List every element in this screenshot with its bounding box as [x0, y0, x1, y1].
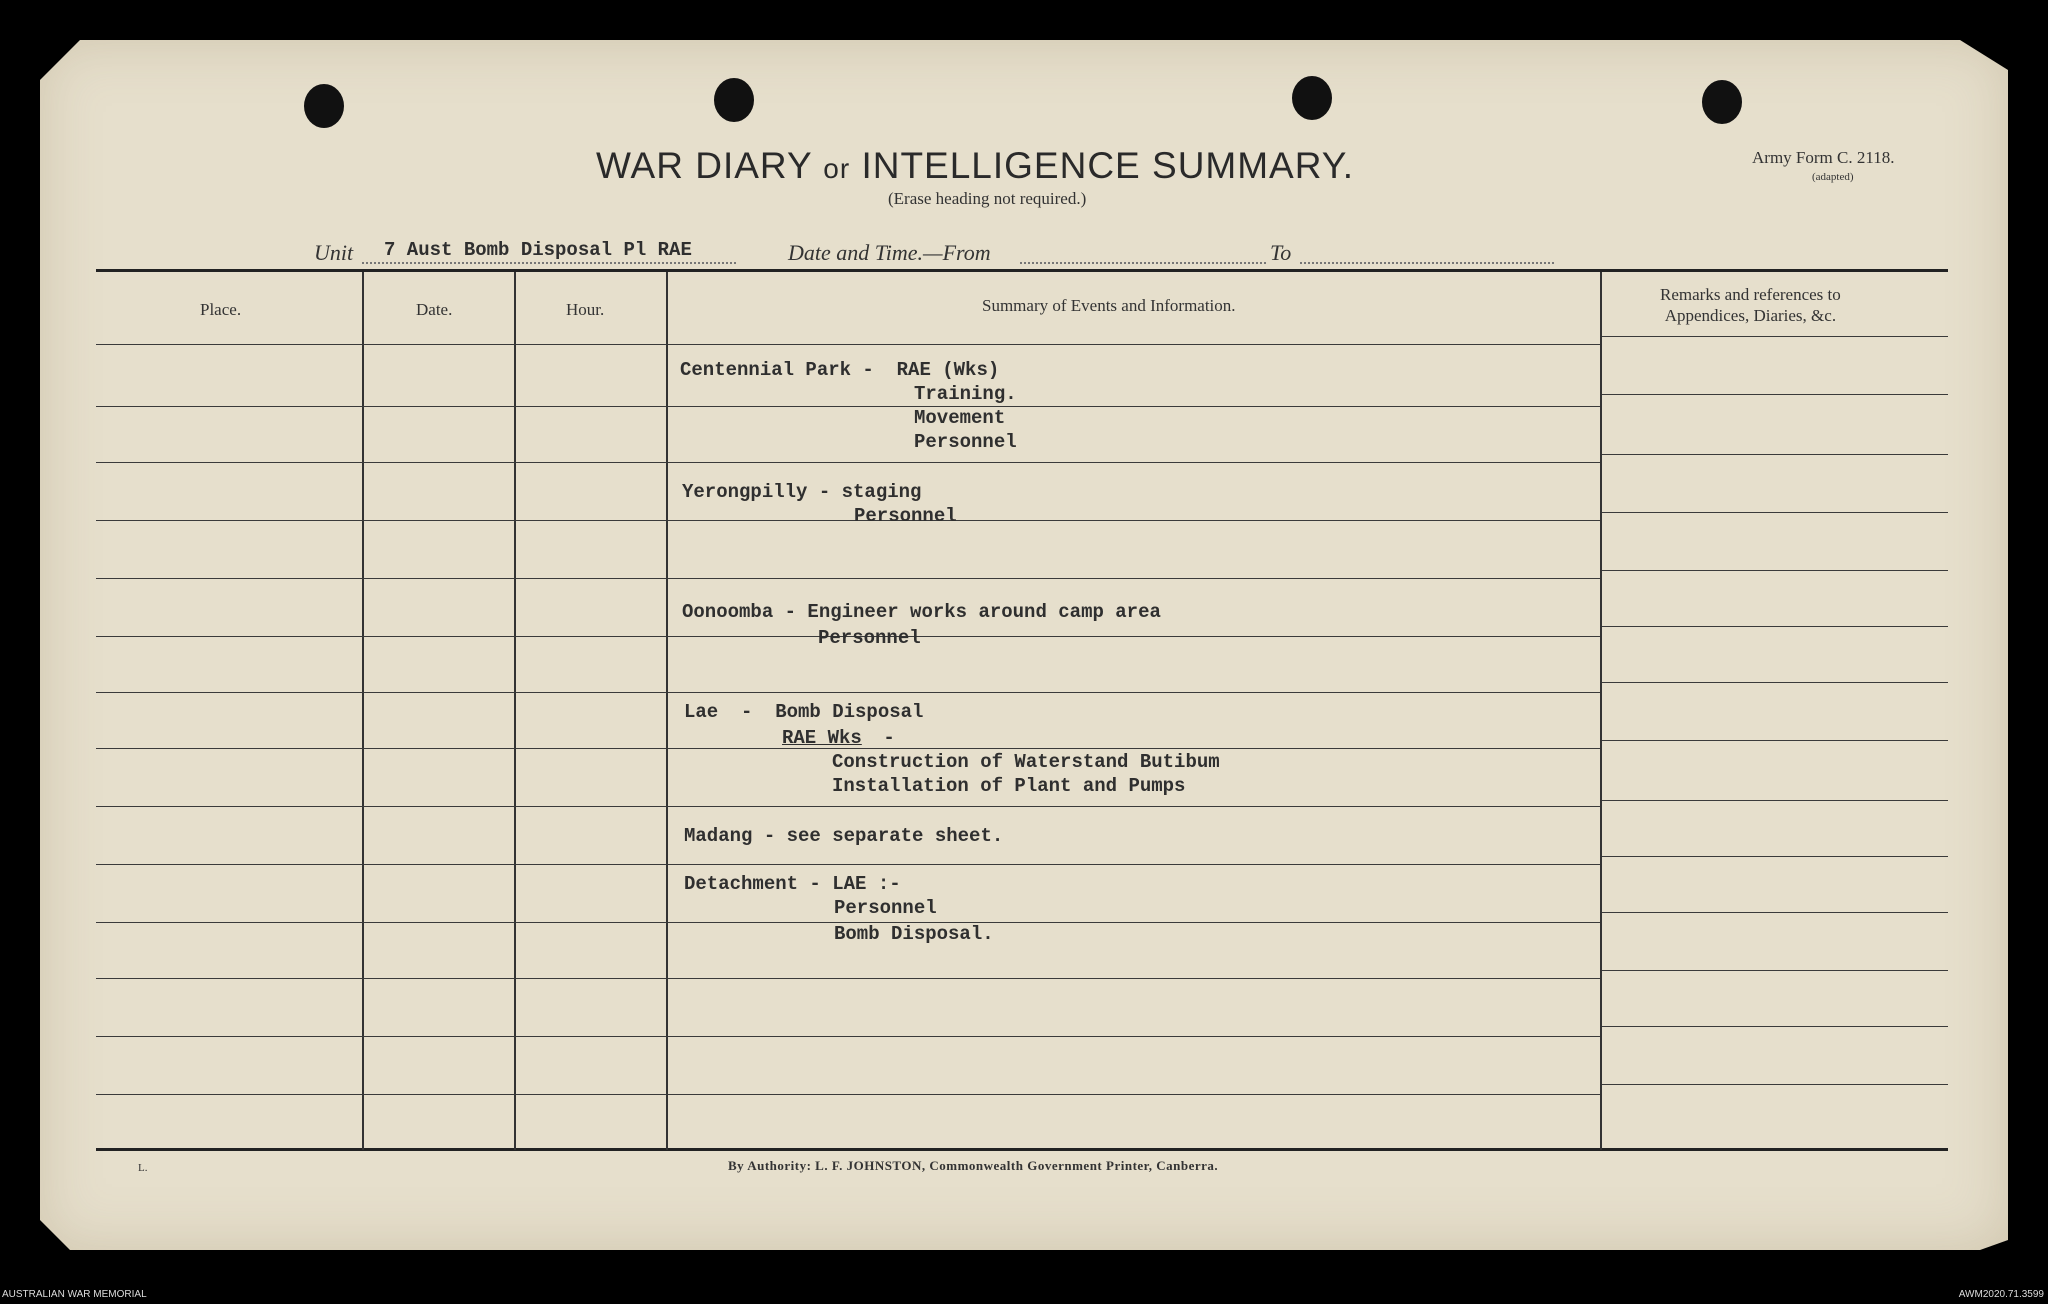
ruled-line — [96, 692, 1600, 693]
entry-personnel: Personnel — [854, 505, 957, 527]
ruled-line — [96, 344, 1600, 345]
ruled-line — [1602, 1026, 1948, 1027]
ruled-line — [1602, 740, 1948, 741]
entry-bomb-disposal: Bomb Disposal. — [834, 923, 994, 945]
column-divider — [666, 272, 668, 1150]
ruled-line — [96, 978, 1600, 979]
unit-value: 7 Aust Bomb Disposal Pl RAE — [384, 239, 692, 261]
army-form-adapted: (adapted) — [1812, 171, 1854, 183]
title-or: or — [823, 153, 851, 184]
printer-authority: By Authority: L. F. JOHNSTON, Commonwealth Government Printer, Canberra. — [728, 1158, 1219, 1173]
title-part1: WAR DIARY — [596, 145, 812, 186]
entry-lae: Lae - Bomb Disposal — [684, 701, 924, 723]
ruled-line — [1602, 394, 1948, 395]
title-part2: INTELLIGENCE SUMMARY. — [861, 145, 1354, 186]
ruled-line — [96, 520, 1600, 521]
ruled-line — [96, 578, 1600, 579]
column-header-summary: Summary of Events and Information. — [982, 296, 1236, 315]
entry-rae-wks-dash: - — [872, 727, 895, 749]
ruled-line — [1602, 570, 1948, 571]
ruled-line — [96, 462, 1600, 463]
archive-caption-right: AWM2020.71.3599 — [1958, 1289, 2044, 1300]
form-title — [596, 145, 1354, 187]
column-header-date: Date. — [416, 300, 453, 319]
entry-detachment: Detachment - LAE :- — [684, 873, 901, 895]
ruled-line — [96, 806, 1600, 807]
entry-personnel: Personnel — [818, 627, 921, 649]
ruled-line — [1602, 970, 1948, 971]
ruled-line — [1602, 682, 1948, 683]
date-time-to-label: To — [1270, 240, 1292, 265]
footer-left-mark: L. — [138, 1162, 148, 1174]
column-header-remarks — [1660, 284, 1841, 326]
ruled-line — [96, 864, 1600, 865]
ruled-line — [1602, 912, 1948, 913]
ruled-line — [1602, 336, 1948, 337]
entry-construction: Construction of Waterstand Butibum — [832, 751, 1220, 773]
entry-training: Training. — [914, 383, 1017, 405]
column-divider — [362, 272, 364, 1150]
ruled-line — [1602, 800, 1948, 801]
table-top-rule — [96, 269, 1948, 272]
ruled-line — [96, 1036, 1600, 1037]
entry-personnel: Personnel — [914, 431, 1017, 453]
date-time-from-label: Date and Time.—From — [788, 240, 991, 265]
date-from-dotted-line — [1020, 262, 1266, 264]
entry-movement: Movement — [914, 407, 1006, 429]
ruled-line — [1602, 626, 1948, 627]
entry-centennial-park: Centennial Park - RAE (Wks) — [680, 359, 1000, 381]
form-subtitle: (Erase heading not required.) — [888, 189, 1087, 208]
archive-caption-left: AUSTRALIAN WAR MEMORIAL — [2, 1289, 147, 1300]
ruled-line — [1602, 512, 1948, 513]
entry-oonoomba: Oonoomba - Engineer works around camp area — [682, 601, 1161, 623]
remarks-header-line2: Appendices, Diaries, &c. — [1664, 306, 1837, 325]
war-diary-sheet — [40, 40, 2008, 1250]
unit-label: Unit — [314, 240, 354, 265]
entry-rae-wks: RAE Wks — [782, 727, 862, 749]
table-bottom-rule — [96, 1148, 1948, 1151]
ruled-line — [1602, 1084, 1948, 1085]
unit-dotted-line — [362, 262, 736, 264]
entry-madang: Madang - see separate sheet. — [684, 825, 1004, 847]
entry-installation: Installation of Plant and Pumps — [832, 775, 1186, 797]
army-form-number: Army Form C. 2118. — [1752, 148, 1895, 167]
column-header-hour: Hour. — [566, 300, 605, 319]
punch-hole — [1702, 80, 1742, 124]
ruled-line — [1602, 856, 1948, 857]
ruled-line — [96, 406, 1600, 407]
ruled-line — [96, 1094, 1600, 1095]
remarks-header-line1: Remarks and references to — [1660, 285, 1841, 304]
entry-yerongpilly: Yerongpilly - staging — [682, 481, 922, 503]
punch-hole — [1292, 76, 1332, 120]
entry-personnel: Personnel — [834, 897, 937, 919]
punch-hole — [304, 84, 344, 128]
punch-hole — [714, 78, 754, 122]
date-to-dotted-line — [1300, 262, 1554, 264]
column-header-place: Place. — [200, 300, 242, 319]
column-divider — [514, 272, 516, 1150]
ruled-line — [1602, 454, 1948, 455]
column-divider — [1600, 272, 1602, 1150]
